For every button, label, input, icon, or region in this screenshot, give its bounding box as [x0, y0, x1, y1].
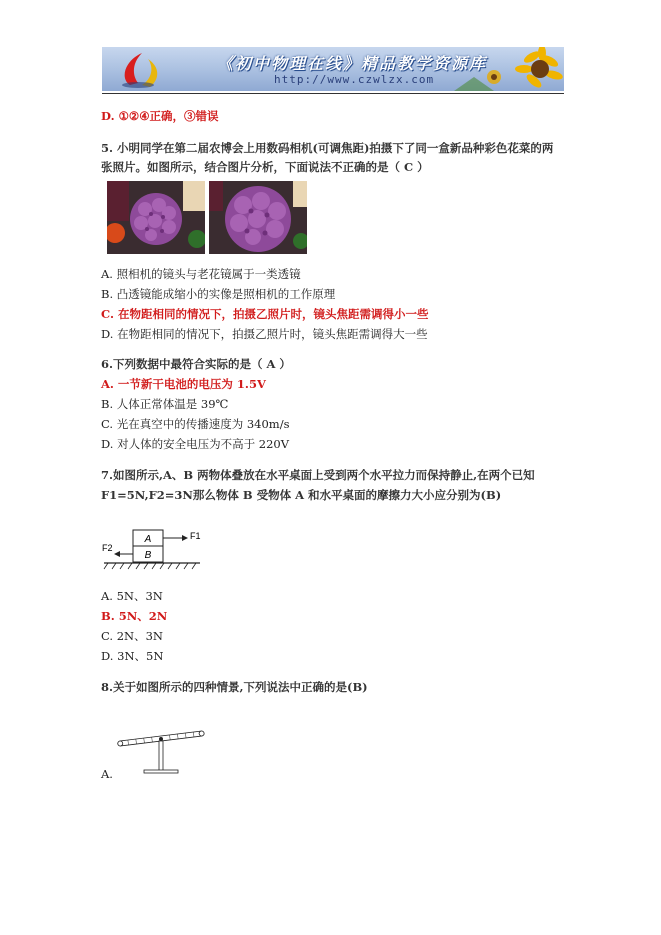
lever-balance-figure	[116, 727, 206, 775]
force-f1-label: F1	[190, 531, 201, 541]
q5-option-a: A. 照相机的镜头与老花镜属于一类透镜	[101, 267, 301, 281]
q8-stem: 8.关于如图所示的四种情景,下列说法中正确的是(B)	[101, 680, 368, 694]
q6-option-d: D. 对人体的安全电压为不高于 220V	[101, 437, 290, 451]
q5-stem-line2: 张照片。如图所示，结合图片分析，下面说法不正确的是（ C ）	[101, 160, 429, 174]
force-f2-label: F2	[102, 543, 113, 553]
q6-option-b: B. 人体正常体温是 39℃	[101, 397, 229, 411]
sunflower-icon	[454, 47, 564, 91]
cauliflower-photo-1	[107, 181, 205, 254]
q7-option-d: D. 3N、5N	[101, 649, 164, 663]
q5-option-c: C. 在物距相同的情况下，拍摄乙照片时，镜头焦距需调得小一些	[101, 307, 429, 321]
q5-stem-line1: 5. 小明同学在第二届农博会上用数码相机(可调焦距)拍摄下了同一盒新品种彩色花菜的两	[101, 141, 554, 155]
q7-stem-line2: F1=5N,F2=3N那么物体 B 受物体 A 和水平桌面的摩擦力大小应分别为(B)	[101, 488, 502, 502]
q6-option-a: A. 一节新干电池的电压为 1.5V	[101, 377, 266, 391]
q7-option-b: B. 5N、2N	[101, 609, 168, 623]
q8-option-a-label: A.	[101, 767, 113, 781]
q6-stem: 6.下列数据中最符合实际的是（ A ）	[101, 357, 291, 371]
header-banner	[102, 47, 564, 91]
header-url: http://www.czwlzx.com	[274, 73, 435, 86]
block-b-label: B	[144, 550, 152, 561]
q7-stem-line1: 7.如图所示,A、B 两物体叠放在水平桌面上受到两个水平拉力而保持静止,在两个已知	[101, 468, 535, 482]
block-a-label: A	[144, 534, 152, 545]
header-title: 《初中物理在线》精品教学资源库	[217, 54, 488, 73]
q5-option-b: B. 凸透镜能成缩小的实像是照相机的工作原理	[101, 287, 336, 301]
header-rule	[102, 93, 564, 94]
q5-option-d: D. 在物距相同的情况下，拍摄乙照片时，镜头焦距需调得大一些	[101, 327, 428, 341]
q7-option-c: C. 2N、3N	[101, 629, 163, 643]
q7-option-a: A. 5N、3N	[101, 589, 163, 603]
cauliflower-photo-2	[209, 181, 307, 254]
q6-option-c: C. 光在真空中的传播速度为 340m/s	[101, 417, 290, 431]
q4-option-d: D. ①②④正确，③错误	[101, 109, 219, 123]
stacked-blocks-figure	[100, 527, 205, 575]
logo-icon	[108, 49, 170, 89]
